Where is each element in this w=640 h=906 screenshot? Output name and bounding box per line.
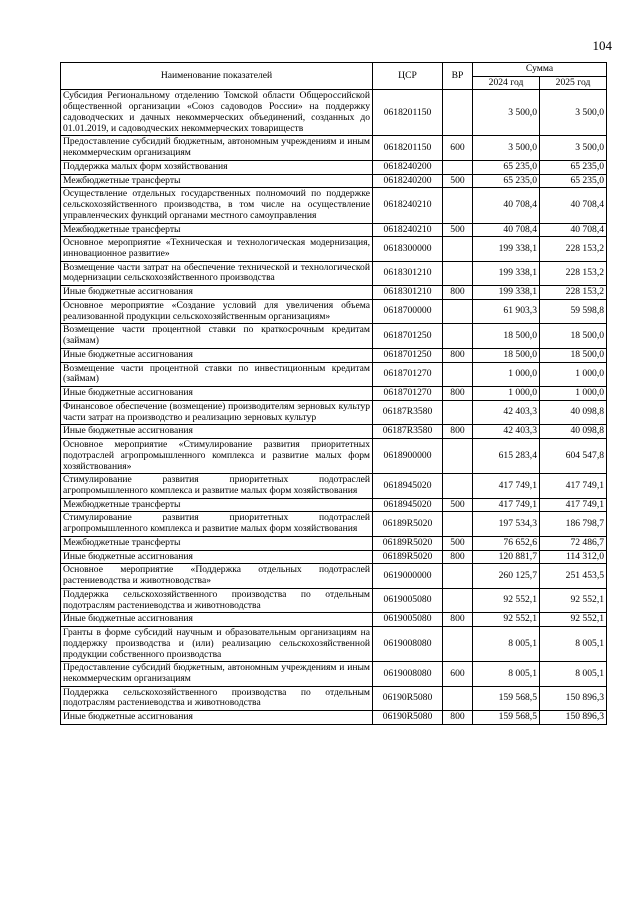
row-name: Межбюджетные трансферты	[61, 536, 373, 550]
row-code: 0618701250	[373, 348, 443, 362]
row-vr	[443, 588, 473, 612]
table-row	[61, 237, 607, 261]
row-vr	[443, 362, 473, 386]
table-row	[61, 387, 607, 401]
row-name: Гранты в форме субсидий научным и образовательным организациям на поддержку производства и (или) реализацию сельскохозяйственной продукции собственного производства	[61, 627, 373, 662]
row-name: Возмещение части процентной ставки по краткосрочным кредитам (займам)	[61, 324, 373, 348]
row-name: Стимулирование развития приоритетных подотраслей агропромышленного комплекса и развитие малых форм хозяйствования	[61, 512, 373, 536]
row-value-2025: 228 153,2	[540, 286, 607, 300]
row-name: Иные бюджетные ассигнования	[61, 425, 373, 439]
row-name: Основное мероприятие «Техническая и технологическая модернизация, инновационное развитие»	[61, 237, 373, 261]
row-value-2024: 199 338,1	[473, 237, 540, 261]
row-vr	[443, 237, 473, 261]
row-name: Иные бюджетные ассигнования	[61, 348, 373, 362]
table-row	[61, 536, 607, 550]
row-value-2025: 65 235,0	[540, 174, 607, 188]
page-number: 104	[592, 38, 612, 53]
row-vr: 500	[443, 223, 473, 237]
row-value-2024: 92 552,1	[473, 613, 540, 627]
table-row	[61, 90, 607, 136]
table-row	[61, 188, 607, 223]
table-header	[61, 63, 607, 90]
table-row	[61, 686, 607, 710]
row-name: Межбюджетные трансферты	[61, 174, 373, 188]
row-value-2025: 8 005,1	[540, 662, 607, 686]
row-value-2025: 3 500,0	[540, 90, 607, 136]
row-name: Поддержка малых форм хозяйствования	[61, 160, 373, 174]
row-code: 0618201150	[373, 136, 443, 160]
row-value-2024: 159 568,5	[473, 711, 540, 725]
row-value-2024: 65 235,0	[473, 174, 540, 188]
row-value-2024: 417 749,1	[473, 474, 540, 498]
row-name: Основное мероприятие «Стимулирование развития приоритетных подотраслей агропромышленного комплекса и развитие малых форм хозяйствования»	[61, 439, 373, 474]
table-row	[61, 286, 607, 300]
row-value-2024: 65 235,0	[473, 160, 540, 174]
table-row	[61, 348, 607, 362]
row-value-2024: 18 500,0	[473, 348, 540, 362]
row-code: 0619008080	[373, 662, 443, 686]
row-value-2025: 59 598,8	[540, 299, 607, 323]
row-name: Поддержка сельскохозяйственного производства по отдельным подотраслям растениеводства и животноводства	[61, 588, 373, 612]
table-row	[61, 362, 607, 386]
row-value-2024: 18 500,0	[473, 324, 540, 348]
table-row	[61, 261, 607, 285]
row-value-2025: 1 000,0	[540, 362, 607, 386]
row-value-2025: 417 749,1	[540, 474, 607, 498]
row-vr	[443, 160, 473, 174]
row-vr	[443, 90, 473, 136]
table-row	[61, 174, 607, 188]
row-value-2025: 92 552,1	[540, 613, 607, 627]
row-value-2025: 417 749,1	[540, 498, 607, 512]
row-value-2024: 40 708,4	[473, 188, 540, 223]
table-row	[61, 662, 607, 686]
row-vr: 800	[443, 711, 473, 725]
row-vr: 800	[443, 286, 473, 300]
row-code: 0618700000	[373, 299, 443, 323]
row-value-2025: 186 798,7	[540, 512, 607, 536]
row-name: Иные бюджетные ассигнования	[61, 286, 373, 300]
row-name: Предоставление субсидий бюджетным, автономным учреждениям и иным некоммерческим организациям	[61, 136, 373, 160]
row-value-2024: 42 403,3	[473, 425, 540, 439]
row-value-2025: 604 547,8	[540, 439, 607, 474]
row-value-2025: 150 896,3	[540, 686, 607, 710]
table-row	[61, 711, 607, 725]
row-code: 0618900000	[373, 439, 443, 474]
row-code: 0618240200	[373, 174, 443, 188]
row-code: 0618240210	[373, 223, 443, 237]
budget-table	[60, 62, 607, 725]
row-value-2025: 114 312,0	[540, 550, 607, 564]
row-code: 06190R5080	[373, 686, 443, 710]
row-name: Межбюджетные трансферты	[61, 498, 373, 512]
row-code: 0618701270	[373, 362, 443, 386]
row-name: Стимулирование развития приоритетных подотраслей агропромышленного комплекса и развитие малых форм хозяйствования	[61, 474, 373, 498]
header-name: Наименование показателей	[61, 63, 373, 90]
row-name: Межбюджетные трансферты	[61, 223, 373, 237]
row-value-2025: 1 000,0	[540, 387, 607, 401]
row-code: 0618240200	[373, 160, 443, 174]
row-vr	[443, 261, 473, 285]
row-value-2024: 92 552,1	[473, 588, 540, 612]
table-row	[61, 564, 607, 588]
row-value-2025: 18 500,0	[540, 348, 607, 362]
row-name: Иные бюджетные ассигнования	[61, 550, 373, 564]
row-value-2024: 199 338,1	[473, 286, 540, 300]
row-name: Возмещение части затрат на обеспечение технической и технологической модернизации сельскохозяйственного производства	[61, 261, 373, 285]
row-name: Основное мероприятие «Создание условий для увеличения объема реализованной продукции сельскохозяйственным организациям»	[61, 299, 373, 323]
row-code: 0618701270	[373, 387, 443, 401]
row-value-2024: 3 500,0	[473, 136, 540, 160]
row-vr: 500	[443, 174, 473, 188]
row-value-2025: 251 453,5	[540, 564, 607, 588]
row-name: Субсидия Региональному отделению Томской области Общероссийской общественной организации «Союз садоводов России» на поддержку садоводческих и дачных некоммерческих объединений, созданных до 01.01.2019, и садоводческих некоммерческих товариществ	[61, 90, 373, 136]
row-name: Иные бюджетные ассигнования	[61, 613, 373, 627]
row-name: Поддержка сельскохозяйственного производства по отдельным подотраслям растениеводства и животноводства	[61, 686, 373, 710]
table-row	[61, 299, 607, 323]
row-vr: 500	[443, 498, 473, 512]
header-year-2025: 2025 год	[540, 76, 607, 90]
row-vr	[443, 188, 473, 223]
row-value-2025: 8 005,1	[540, 627, 607, 662]
row-vr: 500	[443, 536, 473, 550]
row-code: 0618240210	[373, 188, 443, 223]
row-value-2024: 120 881,7	[473, 550, 540, 564]
row-vr: 600	[443, 136, 473, 160]
row-vr	[443, 564, 473, 588]
row-name: Предоставление субсидий бюджетным, автономным учреждениям и иным некоммерческим организациям	[61, 662, 373, 686]
row-vr	[443, 627, 473, 662]
row-value-2025: 65 235,0	[540, 160, 607, 174]
row-value-2024: 61 903,3	[473, 299, 540, 323]
row-vr: 800	[443, 613, 473, 627]
row-code: 0619005080	[373, 588, 443, 612]
row-code: 0619005080	[373, 613, 443, 627]
row-value-2025: 18 500,0	[540, 324, 607, 348]
row-code: 06189R5020	[373, 536, 443, 550]
row-vr	[443, 439, 473, 474]
row-value-2025: 40 708,4	[540, 223, 607, 237]
row-name: Финансовое обеспечение (возмещение) производителям зерновых культур части затрат на производство и реализацию зерновых культур	[61, 400, 373, 424]
row-code: 0618945020	[373, 498, 443, 512]
row-value-2024: 615 283,4	[473, 439, 540, 474]
row-name: Возмещение части процентной ставки по инвестиционным кредитам (займам)	[61, 362, 373, 386]
row-vr	[443, 324, 473, 348]
row-name: Иные бюджетные ассигнования	[61, 387, 373, 401]
table-row	[61, 324, 607, 348]
table-row	[61, 474, 607, 498]
row-value-2024: 417 749,1	[473, 498, 540, 512]
row-value-2025: 40 098,8	[540, 400, 607, 424]
table-row	[61, 498, 607, 512]
row-vr	[443, 686, 473, 710]
row-value-2024: 1 000,0	[473, 387, 540, 401]
header-vr: ВР	[443, 63, 473, 90]
row-vr	[443, 474, 473, 498]
row-code: 0618300000	[373, 237, 443, 261]
row-value-2024: 3 500,0	[473, 90, 540, 136]
row-code: 0618945020	[373, 474, 443, 498]
row-value-2025: 3 500,0	[540, 136, 607, 160]
row-code: 0618201150	[373, 90, 443, 136]
row-vr: 800	[443, 387, 473, 401]
header-code: ЦСР	[373, 63, 443, 90]
row-value-2024: 76 652,6	[473, 536, 540, 550]
table-row	[61, 425, 607, 439]
table-row	[61, 223, 607, 237]
row-value-2024: 260 125,7	[473, 564, 540, 588]
table-body	[61, 90, 607, 724]
row-vr: 800	[443, 550, 473, 564]
row-value-2025: 228 153,2	[540, 261, 607, 285]
row-value-2025: 92 552,1	[540, 588, 607, 612]
row-value-2024: 159 568,5	[473, 686, 540, 710]
row-value-2024: 199 338,1	[473, 261, 540, 285]
table-row	[61, 627, 607, 662]
row-code: 06190R5080	[373, 711, 443, 725]
table-row	[61, 136, 607, 160]
row-code: 06187R3580	[373, 400, 443, 424]
row-value-2024: 8 005,1	[473, 662, 540, 686]
row-value-2024: 1 000,0	[473, 362, 540, 386]
row-name: Иные бюджетные ассигнования	[61, 711, 373, 725]
row-vr	[443, 400, 473, 424]
table-row	[61, 160, 607, 174]
row-value-2025: 72 486,7	[540, 536, 607, 550]
header-year-2024: 2024 год	[473, 76, 540, 90]
row-code: 06189R5020	[373, 550, 443, 564]
row-code: 06187R3580	[373, 425, 443, 439]
row-code: 06189R5020	[373, 512, 443, 536]
row-vr: 800	[443, 348, 473, 362]
table-row	[61, 613, 607, 627]
row-value-2025: 40 098,8	[540, 425, 607, 439]
row-value-2024: 8 005,1	[473, 627, 540, 662]
row-code: 0618701250	[373, 324, 443, 348]
table-row	[61, 588, 607, 612]
row-code: 0618301210	[373, 286, 443, 300]
row-code: 0619000000	[373, 564, 443, 588]
row-vr	[443, 299, 473, 323]
table-row	[61, 512, 607, 536]
row-value-2024: 42 403,3	[473, 400, 540, 424]
table-row	[61, 400, 607, 424]
row-name: Осуществление отдельных государственных полномочий по поддержке сельскохозяйственного производства, в том числе на осуществление управленческих функций органами местного самоуправления	[61, 188, 373, 223]
row-vr: 800	[443, 425, 473, 439]
row-value-2025: 40 708,4	[540, 188, 607, 223]
table-row	[61, 439, 607, 474]
row-vr: 600	[443, 662, 473, 686]
row-code: 0618301210	[373, 261, 443, 285]
row-vr	[443, 512, 473, 536]
header-sum: Сумма	[473, 63, 607, 77]
row-name: Основное мероприятие «Поддержка отдельных подотраслей растениеводства и животноводства»	[61, 564, 373, 588]
row-code: 0619008080	[373, 627, 443, 662]
table-row	[61, 550, 607, 564]
row-value-2024: 197 534,3	[473, 512, 540, 536]
row-value-2024: 40 708,4	[473, 223, 540, 237]
row-value-2025: 150 896,3	[540, 711, 607, 725]
row-value-2025: 228 153,2	[540, 237, 607, 261]
